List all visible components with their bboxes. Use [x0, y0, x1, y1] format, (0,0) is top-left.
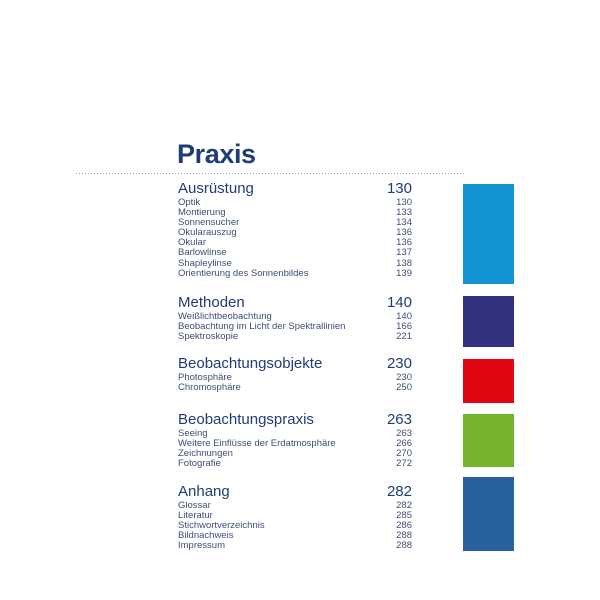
entry-page-number: 270 [396, 448, 412, 460]
section-header [178, 181, 412, 197]
page-title: Praxis [177, 139, 256, 169]
section-page-number: 230 [386, 355, 412, 372]
entry-label: Fotografie [178, 458, 221, 470]
entry-page-number: 263 [396, 428, 412, 439]
section-title: Methoden [178, 294, 245, 311]
toc-entry [178, 332, 412, 342]
entry-label: Glossar [178, 500, 211, 511]
entry-label: Barlowlinse [178, 247, 227, 259]
entry-label: Literatur [178, 510, 213, 522]
color-block-beobachtungspraxis [463, 414, 514, 467]
entry-page-number: 221 [396, 331, 412, 343]
entry-label: Okular [178, 237, 206, 249]
section-header [178, 356, 412, 372]
entry-label: Photosphäre [178, 372, 232, 383]
entry-label: Orientierung des Sonnenbildes [178, 267, 309, 279]
color-block-methoden [463, 296, 514, 347]
section-page-number: 130 [386, 180, 412, 197]
entry-page-number: 266 [396, 438, 412, 450]
entry-page-number: 286 [396, 520, 412, 532]
entry-page-number: 138 [396, 257, 412, 269]
entry-label: Stichwortverzeichnis [178, 520, 265, 532]
toc-section-ausruestung [178, 181, 412, 279]
entry-label: Impressum [178, 540, 225, 552]
toc-section-anhang [178, 484, 412, 551]
entry-page-number: 288 [396, 540, 412, 552]
entry-label: Sonnensucher [178, 217, 240, 229]
entry-page-number: 250 [396, 382, 412, 394]
toc-section-methoden [178, 295, 412, 342]
entry-page-number: 288 [396, 530, 412, 542]
entry-page-number: 133 [396, 207, 412, 219]
entry-label: Okularauszug [178, 227, 237, 239]
toc-entry [178, 501, 412, 511]
section-title: Anhang [178, 483, 230, 500]
toc-entry [178, 228, 412, 238]
toc-entry [178, 459, 412, 469]
entry-label: Beobachtung im Licht der Spektrallinien [178, 321, 346, 333]
toc-section-beobachtungsobjekte [178, 356, 412, 393]
entry-page-number: 282 [396, 500, 412, 511]
color-block-ausruestung [463, 184, 514, 284]
toc-entry [178, 541, 412, 551]
section-page-number: 263 [386, 411, 412, 428]
toc-entry [178, 383, 412, 393]
entry-label: Montierung [178, 207, 226, 219]
entry-label: Weißlichtbeobachtung [178, 311, 272, 322]
entry-label: Shapleylinse [178, 257, 232, 269]
entry-label: Optik [178, 197, 201, 208]
entry-page-number: 272 [396, 458, 412, 470]
entry-page-number: 140 [396, 311, 412, 322]
section-header [178, 412, 412, 428]
section-page-number: 282 [386, 483, 412, 500]
entry-page-number: 136 [396, 227, 412, 239]
entry-page-number: 130 [396, 197, 412, 208]
entry-page-number: 139 [396, 267, 412, 279]
entry-label: Spektroskopie [178, 331, 239, 343]
section-title: Beobachtungsobjekte [178, 355, 323, 372]
section-title: Ausrüstung [178, 180, 254, 197]
entry-page-number: 166 [396, 321, 412, 333]
entry-page-number: 134 [396, 217, 412, 229]
entry-label: Zeichnungen [178, 448, 233, 460]
color-block-anhang [463, 477, 514, 551]
toc-entry [178, 269, 412, 279]
entry-page-number: 285 [396, 510, 412, 522]
entry-page-number: 136 [396, 237, 412, 249]
toc-section-beobachtungspraxis [178, 412, 412, 469]
dotted-rule [76, 173, 464, 175]
entry-page-number: 137 [396, 247, 412, 259]
color-block-beobachtungsobjekte [463, 359, 514, 403]
entry-label: Bildnachweis [178, 530, 234, 542]
entry-page-number: 230 [396, 372, 412, 383]
entry-label: Chromosphäre [178, 382, 241, 394]
entry-label: Weitere Einflüsse der Erdatmosphäre [178, 438, 336, 450]
entry-label: Seeing [178, 428, 208, 439]
section-title: Beobachtungspraxis [178, 411, 314, 428]
section-page-number: 140 [386, 294, 412, 311]
section-header [178, 295, 412, 311]
section-header [178, 484, 412, 500]
